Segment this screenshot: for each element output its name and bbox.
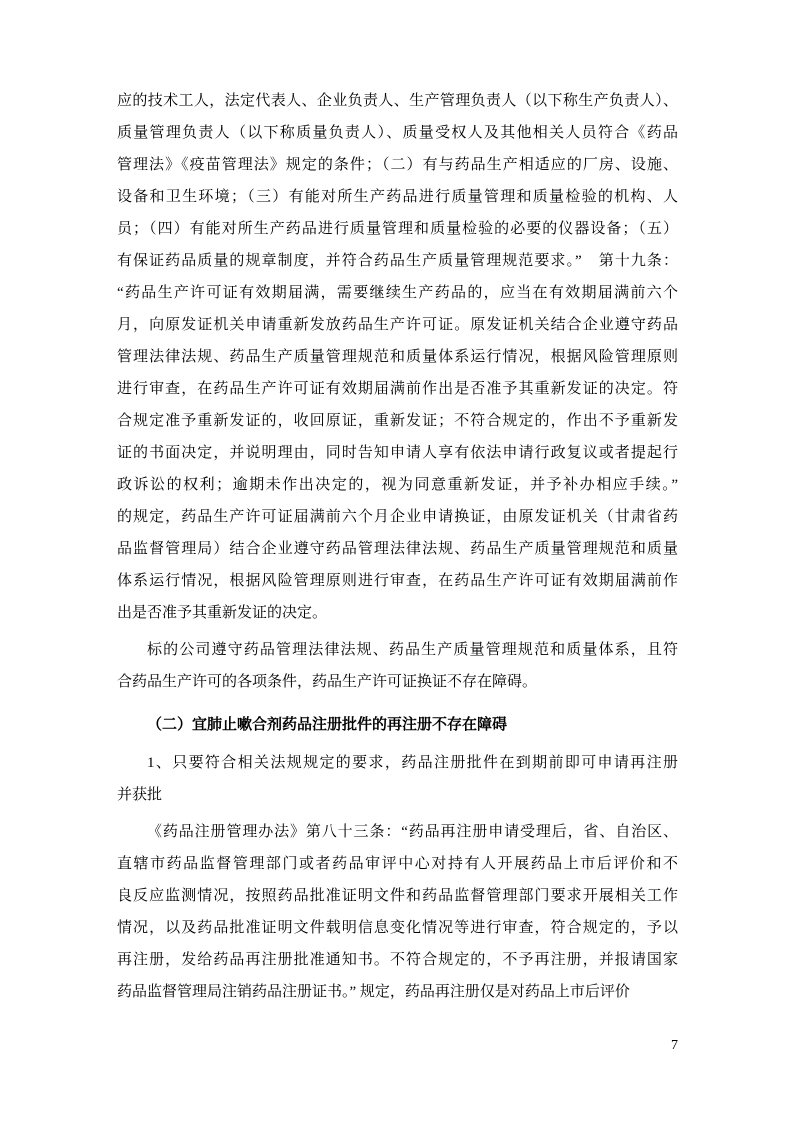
text-line: 体系运行情况，根据风险管理原则进行审查，在药品生产许可证有效期届满前作 xyxy=(117,573,678,589)
text-line: 的规定，药品生产许可证届满前六个月企业申请换证，由原发证机关（甘肃省药 xyxy=(117,509,678,525)
text-line: 《药品注册管理办法》第八十三条：“药品再注册申请受理后，省、自治区、 xyxy=(147,824,678,840)
text-line: 良反应监测情况，按照药品批准证明文件和药品监督管理部门要求开展相关工作 xyxy=(117,888,678,904)
page-number: 7 xyxy=(671,1038,678,1053)
text-line: 并获批 xyxy=(117,787,163,803)
text-line: 再注册，发给药品再注册批准通知书。不符合规定的，不予再注册，并报请国家 xyxy=(117,952,678,968)
paragraph xyxy=(117,85,678,629)
text-line: 有保证药品质量的规章制度，并符合药品生产质量管理规范要求。” 第十九条： xyxy=(117,253,678,269)
text-line: 直辖市药品监督管理部门或者药品审评中心对持有人开展药品上市后评价和不 xyxy=(117,856,678,872)
text-line: 员；（四）有能对所生产药品进行质量管理和质量检验的必要的仪器设备；（五） xyxy=(117,221,678,237)
text-line: 药品监督管理局注销药品注册证书。” 规定，药品再注册仅是对药品上市后评价 xyxy=(117,984,630,1000)
text-line: 标的公司遵守药品管理法律法规、药品生产质量管理规范和质量体系，且符 xyxy=(147,642,678,658)
text-line: （二）宜肺止嗽合剂药品注册批件的再注册不存在障碍 xyxy=(147,717,508,733)
text-line: 出是否准予其重新发证的决定。 xyxy=(117,605,328,621)
text-line: 进行审查，在药品生产许可证有效期届满前作出是否准予其重新发证的决定。符 xyxy=(117,381,678,397)
section-heading xyxy=(117,709,678,741)
text-line: 管理法律法规、药品生产质量管理规范和质量体系运行情况，根据风险管理原则 xyxy=(117,349,678,365)
text-line: 应的技术工人，法定代表人、企业负责人、生产管理负责人（以下称生产负责人）、 xyxy=(117,93,678,109)
text-line: 证的书面决定，并说明理由，同时告知申请人享有依法申请行政复议或者提起行 xyxy=(117,445,678,461)
text-line: 月，向原发证机关申请重新发放药品生产许可证。原发证机关结合企业遵守药品 xyxy=(117,317,678,333)
paragraph xyxy=(117,816,678,1008)
paragraph xyxy=(117,747,678,811)
text-line: 1、只要符合相关法规规定的要求，药品注册批件在到期前即可申请再注册 xyxy=(147,755,678,771)
text-line: 管理法》《疫苗管理法》规定的条件；（二）有与药品生产相适应的厂房、设施、 xyxy=(117,157,678,173)
text-line: 政诉讼的权利；逾期未作出决定的，视为同意重新发证，并予补办相应手续。” xyxy=(117,477,678,493)
text-line: “药品生产许可证有效期届满，需要继续生产药品的，应当在有效期届满前六个 xyxy=(117,285,678,301)
paragraph xyxy=(117,634,678,698)
text-line: 合药品生产许可的各项条件，药品生产许可证换证不存在障碍。 xyxy=(117,674,538,690)
text-line: 合规定准予重新发证的，收回原证，重新发证；不符合规定的，作出不予重新发 xyxy=(117,413,678,429)
text-line: 情况，以及药品批准证明文件载明信息变化情况等进行审查，符合规定的，予以 xyxy=(117,920,678,936)
text-line: 质量管理负责人（以下称质量负责人）、质量受权人及其他相关人员符合《药品 xyxy=(117,125,678,141)
document-body xyxy=(117,85,678,1008)
text-line: 品监督管理局）结合企业遵守药品管理法律法规、药品生产质量管理规范和质量 xyxy=(117,541,678,557)
text-line: 设备和卫生环境；（三）有能对所生产药品进行质量管理和质量检验的机构、人 xyxy=(117,189,678,205)
